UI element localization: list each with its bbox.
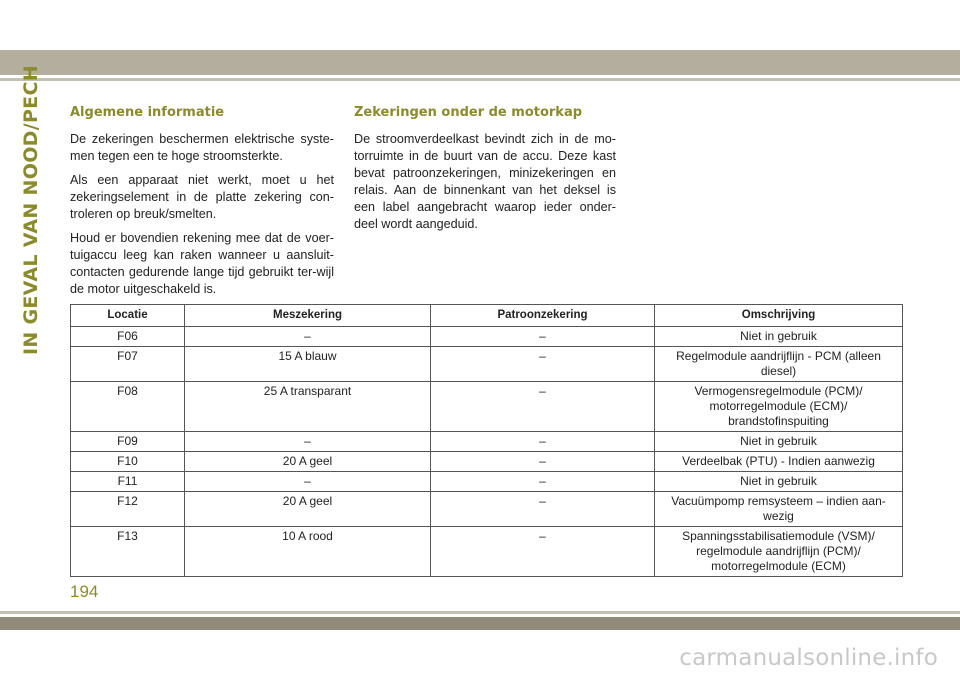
- cell-location: F12: [71, 492, 185, 527]
- cell-cartridge-fuse: –: [431, 452, 655, 472]
- cell-cartridge-fuse: –: [431, 382, 655, 432]
- cell-blade-fuse: 20 A geel: [185, 492, 431, 527]
- header-location: Locatie: [71, 305, 185, 327]
- cell-description: Niet in gebruik: [655, 327, 903, 347]
- cell-cartridge-fuse: –: [431, 327, 655, 347]
- table-row: [71, 382, 903, 432]
- cell-blade-fuse: 20 A geel: [185, 452, 431, 472]
- cell-cartridge-fuse: –: [431, 527, 655, 577]
- table-row: [71, 492, 903, 527]
- cell-location: F10: [71, 452, 185, 472]
- side-title-text: IN GEVAL VAN NOOD/PECH: [20, 65, 42, 355]
- cell-location: F08: [71, 382, 185, 432]
- cell-blade-fuse: 10 A rood: [185, 527, 431, 577]
- header-description: Omschrijving: [655, 305, 903, 327]
- cell-description: Spanningsstabilisatiemodule (VSM)/ regelmodule aandrijflijn (PCM)/ motorregelmodule (ECM): [655, 527, 903, 577]
- table-row: [71, 472, 903, 492]
- cell-location: F07: [71, 347, 185, 382]
- cell-cartridge-fuse: –: [431, 472, 655, 492]
- table-row: [71, 432, 903, 452]
- cell-cartridge-fuse: –: [431, 432, 655, 452]
- general-info-heading: Algemene informatie: [70, 105, 225, 120]
- cell-description: Regelmodule aandrijflijn - PCM (alleen diesel): [655, 347, 903, 382]
- cell-description: Vacuümpomp remsysteem – indien aan-wezig: [655, 492, 903, 527]
- cell-description: Vermogensregelmodule (PCM)/ motorregelmodule (ECM)/ brandstofinspuiting: [655, 382, 903, 432]
- table-row: [71, 452, 903, 472]
- cell-blade-fuse: –: [185, 327, 431, 347]
- bottom-decorative-band: [0, 617, 960, 630]
- page-number: 194: [70, 582, 99, 601]
- table-header-row: [71, 305, 903, 327]
- cell-blade-fuse: 15 A blauw: [185, 347, 431, 382]
- underhood-fuses-column: [354, 104, 616, 240]
- general-info-paragraph: Houd er bovendien rekening mee dat de voer-tuigaccu leeg kan raken wanneer u aansluit-contacten gedurende lange tijd gebruikt ter-wijl de motor uitgeschakeld is.: [70, 231, 334, 296]
- cell-description: Verdeelbak (PTU) - Indien aanwezig: [655, 452, 903, 472]
- section-side-title: [20, 65, 46, 360]
- cell-description: Niet in gebruik: [655, 472, 903, 492]
- cell-description: Niet in gebruik: [655, 432, 903, 452]
- site-watermark: carmanualsonline.info: [679, 645, 938, 671]
- general-info-paragraph: Als een apparaat niet werkt, moet u het zekeringselement in de platte zekering con-troleren op breuk/smelten.: [70, 173, 334, 221]
- cell-location: F06: [71, 327, 185, 347]
- general-info-column: [70, 104, 334, 305]
- underhood-fuses-heading: Zekeringen onder de motorkap: [354, 105, 583, 120]
- underhood-fuses-paragraph: De stroomverdeelkast bevindt zich in de mo-torruimte in de buurt van de accu. Deze kast bevat patroonzekeringen, minizekeringen en relais. Aan de binnenkant van het deksel is een label aangebracht waarop ieder onder-deel wordt aangeduid.: [354, 132, 616, 231]
- cell-cartridge-fuse: –: [431, 347, 655, 382]
- table-row: [71, 347, 903, 382]
- cell-blade-fuse: 25 A transparant: [185, 382, 431, 432]
- cell-location: F09: [71, 432, 185, 452]
- cell-location: F13: [71, 527, 185, 577]
- top-decorative-band: [0, 50, 960, 75]
- header-blade-fuse: Meszekering: [185, 305, 431, 327]
- cell-cartridge-fuse: –: [431, 492, 655, 527]
- table-row: [71, 527, 903, 577]
- bottom-divider: [0, 611, 960, 614]
- cell-blade-fuse: –: [185, 432, 431, 452]
- table-row: [71, 327, 903, 347]
- top-divider: [0, 78, 960, 81]
- cell-location: F11: [71, 472, 185, 492]
- cell-blade-fuse: –: [185, 472, 431, 492]
- general-info-paragraph: De zekeringen beschermen elektrische syste-men tegen een te hoge stroomsterkte.: [70, 132, 334, 163]
- header-cartridge-fuse: Patroonzekering: [431, 305, 655, 327]
- fuse-table: [70, 304, 903, 577]
